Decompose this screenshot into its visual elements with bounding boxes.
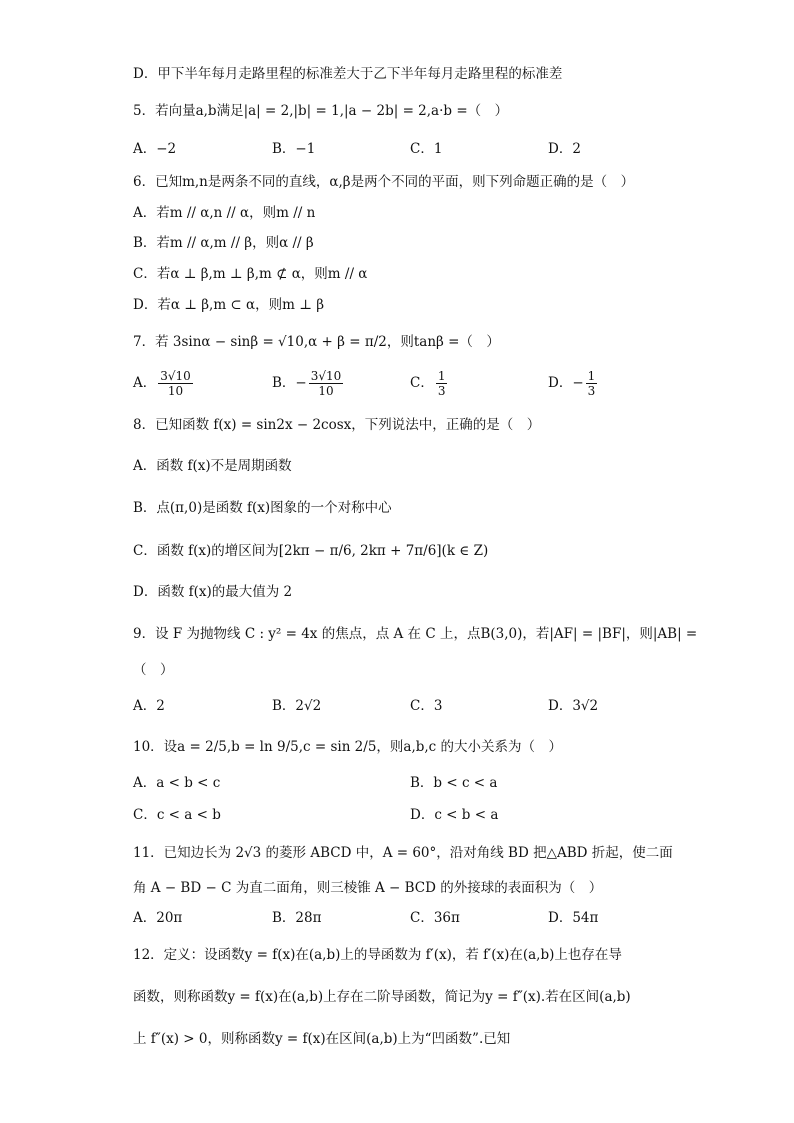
q11-option-d: D．54π <box>548 910 599 926</box>
line-q8d: D．函数 f(x)的最大值为 2 <box>133 584 293 600</box>
q7-a-num: 3√10 <box>160 369 191 383</box>
line-q11: 11．已知边长为 2√3 的菱形 ABCD 中，A = 60°，沿对角线 BD 把△ABD 折起，使二面 <box>133 845 673 861</box>
q11-option-b: B．28π <box>272 910 322 926</box>
line-q6b: B．若m // α,m // β，则α // β <box>133 235 314 251</box>
line-q7: 7．若 3sinα − sinβ = √10,α + β = π/2，则tanβ =（ ） <box>133 334 500 350</box>
line-q8b: B．点(π,0)是函数 f(x)图象的一个对称中心 <box>133 500 392 516</box>
q7-a-label: A． <box>133 375 157 391</box>
line-q6: 6．已知m,n是两条不同的直线，α,β是两个不同的平面，则下列命题正确的是（ ） <box>133 174 635 190</box>
q5-option-d: D．2 <box>548 141 581 157</box>
q7-option-a <box>133 369 195 398</box>
q7-b-label: B．− <box>272 375 307 391</box>
q5-option-b: B．−1 <box>272 141 316 157</box>
q7-option-b <box>272 369 345 398</box>
q7-a-den: 10 <box>167 384 184 398</box>
q7-c-num: 1 <box>437 369 446 383</box>
line-q10: 10．设a = 2/5,b = ln 9/5,c = sin 2/5，则a,b,c 的大小关系为（ ） <box>133 739 563 755</box>
line-q5: 5．若向量a,b满足|a| = 2,|b| = 1,|a − 2b| = 2,a·b =（ ） <box>133 103 509 119</box>
q11-option-c: C．36π <box>410 910 460 926</box>
q7-c-den: 3 <box>437 384 446 398</box>
q10-option-c: C．c < a < b <box>133 807 221 823</box>
q9-option-b: B．2√2 <box>272 698 322 714</box>
line-q12: 12．定义：设函数y = f(x)在(a,b)上的导函数为 f′(x)，若 f′(x)在(a,b)上也存在导 <box>133 947 622 963</box>
q7-b-num: 3√10 <box>310 369 342 383</box>
q10-option-d: D．c < b < a <box>410 807 499 823</box>
q9-option-a: A．2 <box>133 698 165 714</box>
q10-option-a: A．a < b < c <box>133 775 221 791</box>
line-q12b: 函数，则称函数y = f(x)在(a,b)上存在二阶导函数，简记为y = f″(x).若在区间(a,b) <box>133 989 631 1005</box>
q9-option-c: C．3 <box>410 698 443 714</box>
line-d-option-4: D．甲下半年每月走路里程的标准差大于乙下半年每月走路里程的标准差 <box>133 66 563 82</box>
line-q8c: C．函数 f(x)的增区间为[2kπ − π/6, 2kπ + 7π/6](k ∈ Z) <box>133 543 489 559</box>
line-q9b: （ ） <box>133 662 174 678</box>
q10-option-b: B．b < c < a <box>410 775 498 791</box>
q7-option-d <box>548 369 599 398</box>
line-q6a: A．若m // α,n // α，则m // n <box>133 205 316 221</box>
q5-option-c: C．1 <box>410 141 443 157</box>
line-q8: 8．已知函数 f(x) = sin2x − 2cosx，下列说法中，正确的是（ ） <box>133 417 541 433</box>
line-q12c: 上 f″(x) > 0，则称函数y = f(x)在区间(a,b)上为“凹函数”.已知 <box>133 1031 511 1047</box>
line-q9: 9．设 F 为抛物线 C : y² = 4x 的焦点，点 A 在 C 上，点B(3,0)，若|AF| = |BF|，则|AB| = <box>133 626 698 642</box>
q7-d-label: D．− <box>548 375 584 391</box>
q7-d-num: 1 <box>587 369 596 383</box>
line-q6c: C．若α ⊥ β,m ⊥ β,m ⊄ α，则m // α <box>133 266 368 282</box>
q5-option-a: A．−2 <box>133 141 177 157</box>
q7-d-den: 3 <box>587 384 596 398</box>
line-q8a: A．函数 f(x)不是周期函数 <box>133 458 292 474</box>
q11-option-a: A．20π <box>133 910 183 926</box>
q9-option-d: D．3√2 <box>548 698 599 714</box>
q7-c-label: C． <box>410 375 434 391</box>
line-q11b: 角 A − BD − C 为直二面角，则三棱锥 A − BCD 的外接球的表面积为（ ） <box>133 880 603 896</box>
line-q6d: D．若α ⊥ β,m ⊂ α，则m ⊥ β <box>133 297 325 313</box>
q7-option-c <box>410 369 449 398</box>
q7-b-den: 10 <box>318 384 334 398</box>
